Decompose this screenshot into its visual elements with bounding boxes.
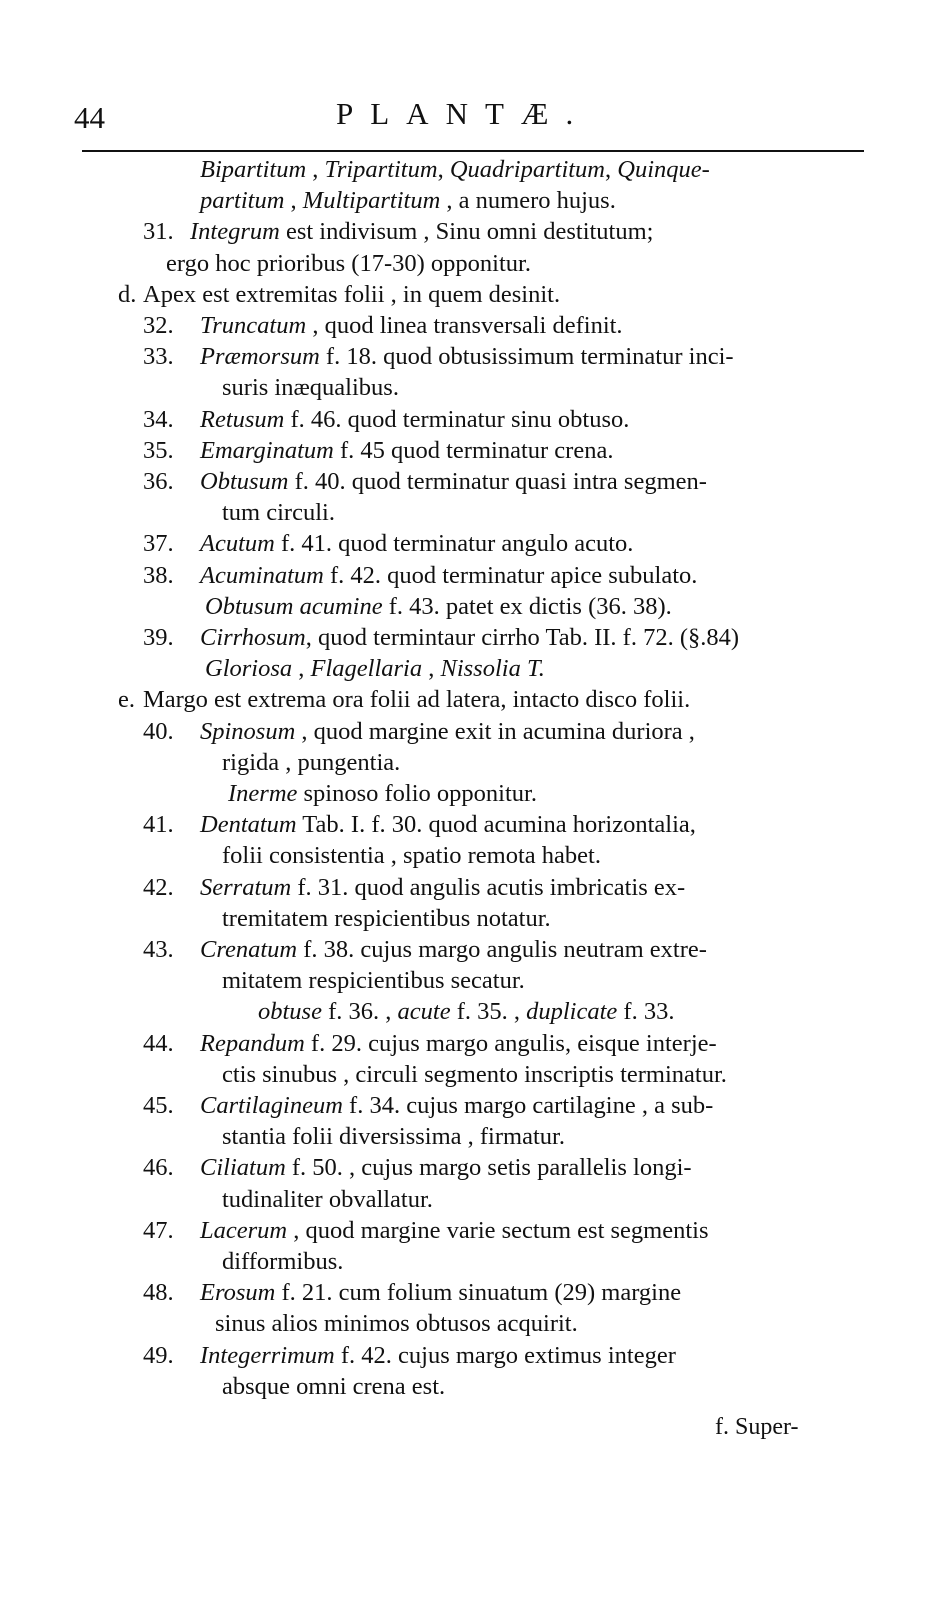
text-run: , — [292, 655, 311, 683]
text-run: tum circuli. — [222, 499, 335, 527]
text-run: Tab. I. f. 30. quod acumina horizontalia, — [296, 811, 696, 839]
italic-term: Cirrhosum — [200, 624, 306, 651]
italic-term: Multipartitum — [302, 187, 441, 215]
line-text — [200, 341, 734, 372]
text-run: , quod margine exit in acumina duriora , — [295, 717, 695, 745]
header-rule — [82, 150, 864, 152]
text-run: f. 34. cujus margo cartilagine , a sub- — [342, 1092, 714, 1119]
italic-term: Dentatum — [200, 811, 297, 839]
entry-number: 37. — [143, 530, 174, 558]
italic-term: Quadripartitum — [449, 156, 605, 183]
italic-term: Emarginatum — [200, 436, 334, 464]
text-run: tremitatem respicientibus notatur. — [222, 904, 551, 932]
italic-term: Acuminatum — [200, 561, 324, 589]
line-text — [228, 778, 537, 809]
line-text — [200, 1090, 713, 1121]
entry-number: 43. — [143, 936, 174, 963]
entry-number: 35. — [143, 436, 174, 464]
italic-term: Lacerum — [200, 1216, 288, 1244]
text-run: , — [437, 156, 450, 183]
text-run: Margo est extrema ora folii ad latera, intacto disco folii. — [143, 686, 691, 714]
italic-term: Flagellaria — [310, 655, 423, 683]
text-run: f. 36. , — [321, 998, 398, 1026]
text-run: f. 46. quod terminatur sinu obtuso. — [284, 405, 630, 433]
entry-number: 39. — [143, 624, 174, 651]
text-run: ergo hoc prioribus (17-30) opponitur. — [166, 249, 531, 277]
text-run: , a numero hujus. — [440, 187, 616, 215]
line-text — [205, 591, 672, 622]
entry-number: d. — [118, 280, 137, 308]
text-run: f. 38. cujus margo angulis neutram extre- — [297, 936, 707, 963]
text-run: , — [306, 156, 325, 183]
line-text — [200, 154, 710, 185]
italic-term: Repandum — [200, 1029, 305, 1057]
line-text — [222, 497, 335, 528]
text-run: f. 21. cum folium sinuatum (29) margine — [275, 1279, 682, 1307]
entry-number: 41. — [143, 811, 174, 839]
text-run: f. 29. cujus margo angulis, eisque interje- — [304, 1029, 717, 1057]
line-text — [143, 684, 690, 715]
entry-number: 49. — [143, 1341, 174, 1369]
text-run: f. 43. patet ex dictis (36. 38). — [382, 592, 672, 620]
entry-number: 40. — [143, 717, 174, 745]
italic-term: duplicate — [526, 998, 618, 1026]
text-run: f. 31. quod angulis acutis imbricatis ex- — [291, 873, 686, 901]
text-run: , — [284, 187, 303, 215]
line-text — [200, 560, 697, 591]
italic-term: Obtusum — [200, 468, 289, 495]
italic-term: Integerrimum — [200, 1341, 335, 1369]
italic-term: Truncatum — [200, 312, 307, 339]
line-text — [200, 622, 739, 653]
entry-number: 34. — [143, 405, 174, 433]
italic-term: Spinosum — [200, 717, 296, 745]
line-text — [200, 1340, 676, 1371]
italic-term: acute — [397, 998, 451, 1026]
text-run: f. 50. , cujus margo setis parallelis longi- — [285, 1154, 692, 1182]
line-text — [222, 1371, 445, 1402]
italic-term: Gloriosa — [205, 655, 293, 683]
italic-term: Ciliatum — [200, 1154, 286, 1182]
text-run: est indivisum , Sinu omni destitutum; — [279, 218, 654, 246]
text-run: absque omni crena est. — [222, 1372, 446, 1400]
text-run: ctis sinubus , circuli segmento inscriptis terminatur. — [222, 1060, 727, 1088]
line-text — [222, 1184, 433, 1215]
text-run: , quod termintaur cirrho Tab. II. f. 72. (§.84) — [305, 624, 740, 651]
entry-number: 47. — [143, 1216, 174, 1244]
entry-number: 48. — [143, 1279, 174, 1307]
text-run: stantia folii diversissima , firmatur. — [222, 1123, 565, 1151]
text-run: sinus alios minimos obtusos acquirit. — [215, 1310, 578, 1338]
entry-number: e. — [118, 686, 135, 714]
line-text — [166, 248, 531, 279]
entry-number: 32. — [143, 312, 174, 339]
line-text — [200, 1277, 681, 1308]
line-text — [190, 216, 653, 247]
entry-number: 33. — [143, 343, 174, 371]
line-text — [200, 1152, 692, 1183]
text-run: f. 33. — [617, 998, 675, 1026]
text-run: rigida , pungentia. — [222, 748, 401, 776]
line-text — [258, 996, 674, 1027]
line-text — [200, 1215, 709, 1246]
italic-term: Tripartitum — [324, 156, 438, 183]
entry-number: 44. — [143, 1029, 174, 1057]
italic-term: Obtusum acumine — [205, 592, 383, 620]
italic-term: Nissolia T. — [440, 655, 545, 683]
text-run: , quod linea transversali definit. — [306, 312, 623, 339]
italic-term: Serratum — [200, 873, 292, 901]
line-text — [222, 965, 525, 996]
entry-number: 46. — [143, 1154, 174, 1182]
line-text — [222, 1059, 727, 1090]
italic-term: Acutum — [200, 530, 275, 558]
line-text — [200, 466, 707, 497]
italic-term: Præmorsum — [200, 343, 320, 371]
text-run: spinoso folio opponitur. — [297, 780, 537, 807]
text-run: , quod margine varie sectum est segmentis — [287, 1216, 709, 1244]
line-text — [222, 372, 399, 403]
entry-number: 45. — [143, 1092, 174, 1119]
text-run: Apex est extremitas folii , in quem desinit. — [143, 280, 561, 308]
line-text — [200, 310, 623, 341]
line-text — [200, 1028, 717, 1059]
italic-term: Retusum — [200, 405, 285, 433]
line-text — [205, 653, 545, 684]
italic-term: Quinque- — [617, 156, 710, 183]
entry-number: 36. — [143, 468, 174, 495]
italic-term: Cartilagineum — [200, 1092, 343, 1119]
text-run: difformibus. — [222, 1248, 344, 1275]
entry-number: 38. — [143, 561, 174, 589]
italic-term: Integrum — [190, 218, 280, 246]
text-run: f. 18. quod obtusissimum terminatur inci- — [319, 343, 734, 371]
line-text — [222, 840, 601, 871]
text-run: folii consistentia , spatio remota habet. — [222, 842, 601, 870]
line-text — [222, 1121, 565, 1152]
line-text — [215, 1308, 578, 1339]
italic-term: Bipartitum — [200, 156, 307, 183]
text-run: f. 45 quod terminatur crena. — [333, 436, 614, 464]
italic-term: obtuse — [258, 998, 322, 1026]
page-header — [74, 96, 874, 140]
line-text — [222, 903, 551, 934]
text-run: tudinaliter obvallatur. — [222, 1185, 433, 1213]
page-number: 44 — [74, 100, 105, 135]
entry-number: 31. — [143, 218, 174, 246]
text-run: f. 40. quod terminatur quasi intra segmen- — [288, 468, 707, 495]
line-text — [200, 528, 633, 559]
line-text — [200, 716, 695, 747]
catchword: f. Super- — [715, 1414, 799, 1440]
entry-number: 42. — [143, 873, 174, 901]
text-run: suris inæqualibus. — [222, 374, 399, 402]
line-text — [222, 747, 400, 778]
text-run: f. 35. , — [450, 998, 527, 1026]
running-title: PLANTÆ. — [336, 96, 591, 131]
line-text — [143, 279, 560, 310]
text-run: , — [422, 655, 441, 683]
line-text — [200, 872, 685, 903]
line-text — [200, 934, 707, 965]
text-run: f. 42. cujus margo extimus integer — [334, 1341, 676, 1369]
italic-term: Inerme — [228, 780, 298, 807]
italic-term: Erosum — [200, 1279, 276, 1307]
line-text — [200, 404, 629, 435]
text-run: f. 41. quod terminatur angulo acuto. — [274, 530, 634, 558]
line-text — [222, 1246, 343, 1277]
line-text — [200, 435, 613, 466]
text-run: mitatem respicientibus secatur. — [222, 967, 525, 995]
italic-term: Crenatum — [200, 936, 298, 963]
italic-term: partitum — [200, 187, 285, 215]
line-text — [200, 185, 616, 216]
text-run: f. 42. quod terminatur apice subulato. — [323, 561, 698, 589]
line-text — [200, 809, 696, 840]
text-run: , — [605, 156, 618, 183]
